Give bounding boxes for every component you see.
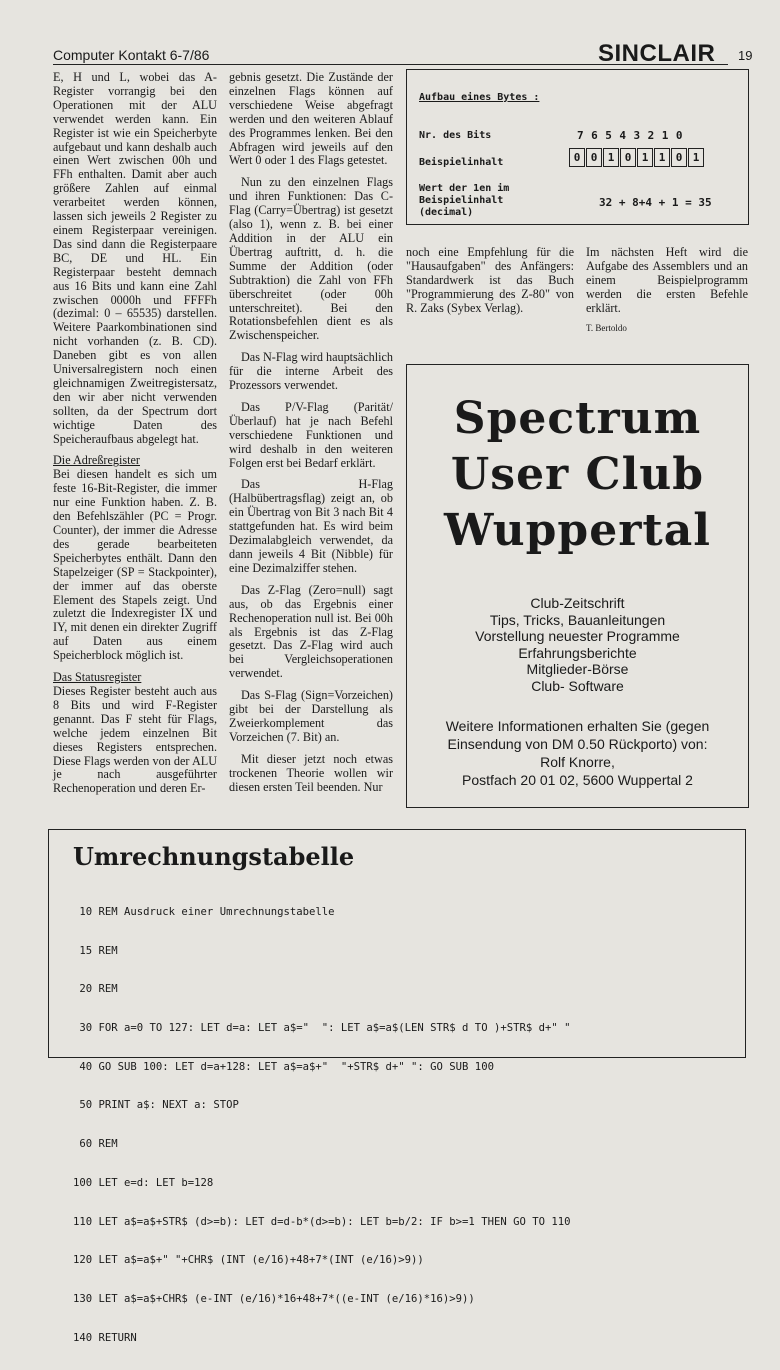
code-line: 110 LET a$=a$+STR$ (d>=b): LET d=d-b*(d>=b): LET b=b/2: IF b>=1 THEN GO TO 110	[73, 1215, 571, 1228]
paragraph: E, H und L, wobei das A-Register vorrangig bei den Operationen mit der ALU verwendet werden kann. Ein Register ist wie ein Speicherbyte aufgebaut und kann deshalb auch einen Wert zwischen 00h und FFh enthalten. Damit aber auch größere Zahlen auf einmal verarbeitet werden können, lassen sich jeweils 2 Register zu einem Registerpaar vereinigen. Das sind dann die Registerpaare BC, DE und HL. Ein Registerpaar besteht demnach aus 16 Bits und kann eine Zahl zwischen 0000h und FFFFh (dezimal: 0 – 65535) darstellen. Weitere Paarkombinationen sind nicht vorhanden (z. B. CD). Daneben gibt es von allen Universalregistern noch einen gleichnamigen Zweitregistersatz, den wir aber nicht verwenden sollten, da der Spectrum dort wichtige Daten des Speicheraufbaus abgelegt hat.	[53, 70, 217, 446]
subheading-adressregister: Die Adreßregister	[53, 453, 140, 468]
bit-cell: 1	[654, 148, 670, 167]
code-line: 10 REM Ausdruck einer Umrechnungstabelle	[73, 905, 335, 918]
label-line: Beispielinhalt	[419, 195, 504, 206]
section-title: SINCLAIR	[598, 40, 716, 67]
paragraph: Das Z-Flag (Zero=null) sagt aus, ob das Ergebnis einer Rechenoperation null ist. Bei 00h als Ergebnis ist das Z-Flag gesetzt. Das Z-Flag wird auch bei Vergleichsoperationen verwendet.	[229, 582, 393, 681]
paragraph: Im nächsten Heft wird die Aufgabe des Assemblers und an einem Beispielprogramm werden die ersten Befehle erklärt.	[586, 245, 748, 315]
ad-feature-list	[407, 595, 748, 694]
ad-title-line: Wuppertal	[444, 505, 711, 556]
ad-info-line: Einsendung von DM 0.50 Rückporto) von:	[447, 736, 708, 752]
spectrum-user-club-ad	[406, 364, 749, 808]
conversion-table-listing	[48, 829, 746, 1344]
code-line: 15 REM	[73, 944, 118, 957]
bit-cell: 1	[688, 148, 704, 167]
ad-contact-info	[407, 717, 748, 789]
column-1	[53, 71, 217, 804]
subheading-statusregister: Das Statusregister	[53, 670, 142, 685]
code-line: 100 LET e=d: LET b=128	[73, 1176, 214, 1189]
code-line: 50 PRINT a$: NEXT a: STOP	[73, 1099, 239, 1112]
paragraph: Nun zu den einzelnen Flags und ihren Funktionen: Das C-Flag (Carry=Übertrag) ist gesetzt (also 1), wenn z. B. bei einer Addition in der ALU ein Übertrag auftritt, d. h. die Summe der Addition (oder Subtraktion) die Zahl von FFh überschreitet (oder 00h unterschreitet). Bei den Rotationsbefehlen dient es als Zwischenspeicher.	[229, 175, 393, 343]
byte-box-title: Aufbau eines Bytes :	[419, 92, 540, 103]
column-4-text	[586, 246, 748, 335]
ad-feature: Tips, Tricks, Bauanleitungen	[489, 611, 666, 628]
code-line: 60 REM	[73, 1138, 118, 1151]
code-line: 20 REM	[73, 983, 118, 996]
basic-code	[73, 880, 570, 1370]
ad-feature: Club- Software	[531, 677, 624, 694]
paragraph: Das P/V-Flag (Parität/Überlauf) hat je nach Befehl verschiedene Funktionen und wird deshalb in den weiteren Folgen erst bei Bedarf erklärt.	[229, 399, 393, 470]
paragraph: Mit dieser jetzt noch etwas trockenen Theorie wollen wir diesen ersten Teil beenden. Nur	[229, 751, 393, 794]
code-line: 120 LET a$=a$+" "+CHR$ (INT (e/16)+48+7*(INT (e/16)>9))	[73, 1254, 424, 1267]
paragraph: Das N-Flag wird hauptsächlich für die interne Arbeit des Prozessors verwendet.	[229, 350, 393, 393]
ad-feature: Vorstellung neuester Programme	[475, 628, 680, 644]
magazine-issue: Computer Kontakt 6-7/86	[53, 47, 210, 63]
header-rule	[53, 64, 728, 65]
paragraph: Bei diesen handelt es sich um feste 16-Bit-Register, die immer nur eine Funktion haben. Z. B. den Befehlszähler (PC = Progr. Counter), der immer die Adresse des gerade bearbeiteten Speicherbytes enthält. Dann den Stapelzeiger (SP = Stackpointer), der immer auf das oberste Element des Stapels zeigt. Und zuletzt die Indexregister IX und IY, mit denen ein direkter Zugriff auf Daten aus einem Speicherblock möglich ist.	[53, 467, 217, 663]
ad-feature: Mitglieder-Börse	[526, 661, 629, 677]
ad-info-line: Rolf Knorre,	[540, 754, 615, 770]
bit-cell: 1	[637, 148, 653, 167]
code-line: 140 RETURN	[73, 1331, 137, 1344]
bit-cell: 0	[671, 148, 687, 167]
bit-cell: 1	[603, 148, 619, 167]
bit-cell: 0	[586, 148, 602, 167]
code-line: 130 LET a$=a$+CHR$ (e-INT (e/16)*16+48+7*((e-INT (e/16)*16)>9))	[73, 1293, 475, 1305]
paragraph: gebnis gesetzt. Die Zustände der einzelnen Flags können auf verschiedene Weise abgefragt werden und den weiteren Ablauf des Programmes lenken. Bei den Abfragen wird jeweils auf den Wert 0 oder 1 des Flags getestet.	[229, 70, 393, 168]
byte-structure-box	[406, 69, 749, 225]
ad-feature: Erfahrungsberichte	[518, 644, 637, 661]
paragraph: Das H-Flag (Halbübertragsflag) zeigt an, ob ein Übertrag von Bit 3 nach Bit 4 stattgefunden hat. Es wird beim Dezimalabgleich verwendet, da dann jeweils 4 Bit (Nibble) für eine Dezimalziffer stehen.	[229, 477, 393, 575]
code-line: 40 GO SUB 100: LET d=a+128: LET a$=a$+" "+STR$ d+" ": GO SUB 100	[73, 1060, 494, 1073]
bit-cells	[569, 148, 705, 167]
bit-cell: 0	[569, 148, 585, 167]
listing-title: Umrechnungstabelle	[73, 842, 355, 871]
ad-info-line: Weitere Informationen erhalten Sie (gegen	[445, 718, 710, 734]
bit-number-label: Nr. des Bits	[419, 130, 492, 141]
column-2	[229, 71, 393, 803]
ad-title-line: User Club	[450, 449, 705, 500]
example-content-label: Beispielinhalt	[419, 157, 504, 168]
label-line: Wert der 1en im	[419, 183, 510, 194]
page-number: 19	[738, 48, 753, 63]
paragraph: Das S-Flag (Sign=Vorzeichen) gibt bei der Darstellung als Zweierkomplement das Vorzeichen (7. Bit) an.	[229, 688, 393, 744]
column-3-text: noch eine Empfehlung für die "Hausaufgaben" des Anfängers: Standardwerk ist das Buch "Programmierung des Z-80" von R. Zaks (Sybex Verlag).	[406, 245, 574, 315]
decimal-calculation: 32 + 8+4 + 1 = 35	[599, 196, 712, 209]
bit-cell: 0	[620, 148, 636, 167]
ad-title-line: Spectrum	[453, 393, 702, 444]
bit-numbers: 76543210	[577, 129, 690, 142]
paragraph: Dieses Register besteht auch aus 8 Bits und wird F-Register genannt. Das F steht für Flags, welche jedem einzelnen Bit dieses Registers entsprechen. Diese Flags werden von der ALU je nach ausgeführter Rechenoperation und deren Er-	[53, 683, 217, 796]
decimal-value-label	[419, 183, 509, 219]
ad-feature: Club-Zeitschrift	[530, 595, 625, 611]
author-credit: T. Bertoldo	[586, 322, 627, 333]
code-line: 30 FOR a=0 TO 127: LET d=a: LET a$=" ": LET a$=a$(LEN STR$ d TO )+STR$ d+" "	[73, 1021, 571, 1034]
ad-info-line: Postfach 20 01 02, 5600 Wuppertal 2	[462, 772, 693, 788]
label-line: (decimal)	[419, 207, 474, 218]
